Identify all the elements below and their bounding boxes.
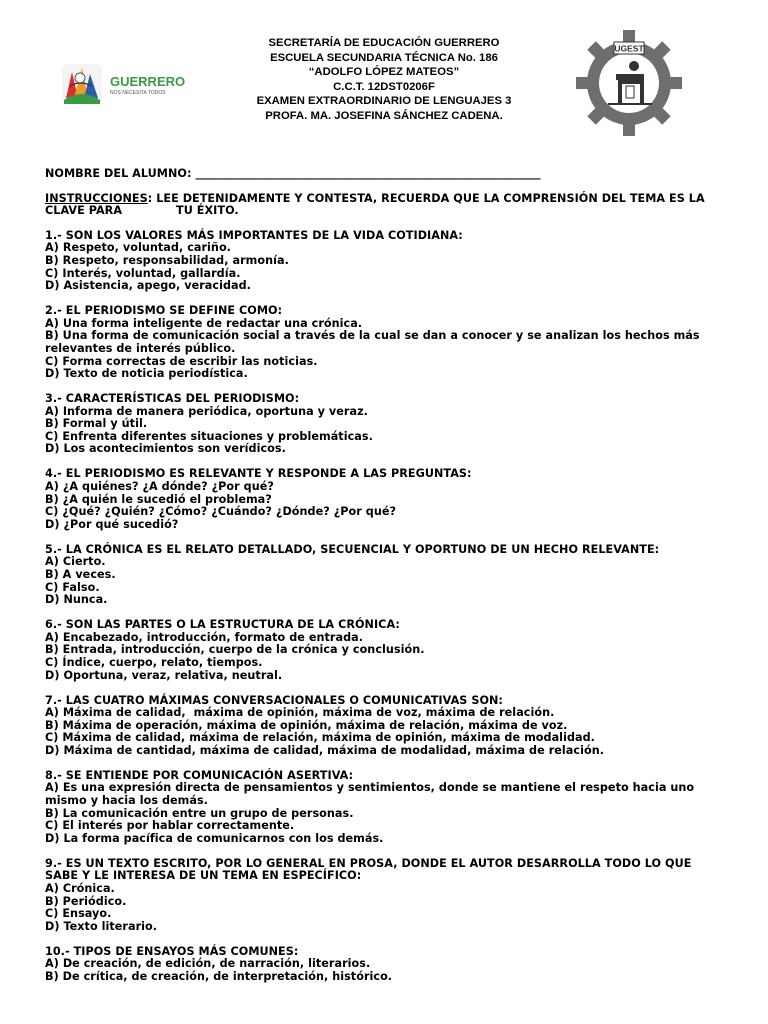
gear-icon [576, 30, 682, 136]
question-1 [45, 230, 725, 293]
guerrero-logo [58, 58, 188, 118]
option-b: B) De crítica, de creación, de interpretación, histórico. [45, 969, 393, 983]
header-line: SECRETARÍA DE EDUCACIÓN GUERRERO [268, 37, 500, 49]
option-d: D) Máxima de cantidad, máxima de calidad, máxima de modalidad, máxima de relación. [45, 743, 605, 757]
option-c: C) Forma correctas de escribir las noticias. [45, 354, 318, 368]
option-d: D) ¿Por qué sucedió? [45, 517, 179, 531]
header-line: C.C.T. 12DST0206F [333, 80, 435, 93]
question-7 [45, 695, 725, 758]
option-c: C) Ensayo. [45, 907, 112, 921]
guerrero-emblem-icon [62, 64, 102, 104]
question-3 [45, 393, 725, 456]
instructions-label: INSTRUCCIONES [45, 191, 148, 205]
question-5 [45, 544, 725, 607]
question-6 [45, 619, 725, 682]
option-a: A) ¿A quiénes? ¿A dónde? ¿Por qué? [45, 480, 274, 494]
option-a: A) Informa de manera periódica, oportuna y veraz. [45, 404, 368, 418]
option-b: B) Periódico. [45, 894, 127, 908]
option-b: B) Máxima de operación, máxima de opinión, máxima de relación, máxima de voz. [45, 718, 568, 732]
question-text: 8.- SE ENTIENDE POR COMUNICACIÓN ASERTIVA: [45, 768, 354, 782]
option-b: B) La comunicación entre un grupo de personas. [45, 806, 354, 820]
option-b: B) A veces. [45, 568, 116, 581]
option-c: C) Máxima de calidad, máxima de relación, máxima de opinión, máxima de modalidad. [45, 731, 595, 745]
student-name-field[interactable] [45, 168, 725, 181]
question-8 [45, 770, 725, 846]
question-10 [45, 946, 725, 984]
option-b: B) Respeto, responsabilidad, armonía. [45, 253, 289, 267]
option-d: D) Texto literario. [45, 919, 158, 933]
option-d: D) Nunca. [45, 593, 108, 607]
option-a: A) Respeto, voluntad, cariño. [45, 241, 231, 255]
question-text: 9.- ES UN TEXTO ESCRITO, POR LO GENERAL EN PROSA, DONDE EL AUTOR DESARROLLA TODO LO QUE SABE Y LE INTERESA DE UN TEMA EN ESPECÍFICO: [45, 856, 692, 883]
question-text: 10.- TIPOS DE ENSAYOS MÁS COMUNES: [45, 944, 299, 958]
header-line: ESCUELA SECUNDARIA TÉCNICA No. 186 [270, 51, 498, 64]
question-2 [45, 305, 725, 381]
option-d: D) Asistencia, apego, veracidad. [45, 279, 251, 293]
option-a: A) Una forma inteligente de redactar una crónica. [45, 316, 363, 330]
option-c: C) El interés por hablar correctamente. [45, 819, 295, 833]
option-b: B) Una forma de comunicación social a través de la cual se dan a conocer y se analizan los hechos más relevantes de interés público. [45, 329, 700, 355]
option-a: A) Máxima de calidad, máxima de opinión, máxima de voz, máxima de relación. [45, 706, 555, 720]
question-text: 5.- LA CRÓNICA ES EL RELATO DETALLADO, SECUENCIAL Y OPORTUNO DE UN HECHO RELEVANTE: [45, 542, 660, 556]
option-c: C) Enfrenta diferentes situaciones y problemáticas. [45, 429, 373, 443]
instructions [45, 193, 725, 218]
instructions-text-end: TU ÉXITO. [176, 204, 239, 218]
option-b: B) Formal y útil. [45, 417, 148, 431]
exam-body [45, 168, 725, 984]
option-d: D) La forma pacífica de comunicarnos con los demás. [45, 831, 384, 845]
guerrero-logo-text: GUERRERO [110, 74, 186, 89]
ugest-logo-text: UGEST [614, 43, 644, 54]
option-a: A) Crónica. [45, 882, 115, 896]
option-d: D) Oportuna, veraz, relativa, neutral. [45, 668, 283, 682]
question-text: 7.- LAS CUATRO MÁXIMAS CONVERSACIONALES O COMUNICATIVAS SON: [45, 693, 503, 707]
option-c: C) Falso. [45, 580, 100, 594]
option-a: A) De creación, de edición, de narración, literarios. [45, 957, 371, 971]
question-4 [45, 468, 725, 531]
option-a: A) Cierto. [45, 555, 106, 569]
option-d: D) Texto de noticia periodística. [45, 367, 248, 381]
question-text: 2.- EL PERIODISMO SE DEFINE COMO: [45, 304, 283, 318]
option-b: B) ¿A quién le sucedió el problema? [45, 492, 272, 506]
option-c: C) Interés, voluntad, gallardía. [45, 266, 241, 280]
question-9 [45, 858, 725, 934]
student-name-label: NOMBRE DEL ALUMNO: [45, 167, 192, 180]
student-name-blank: _____________________________________________________________________ [195, 167, 541, 180]
header-line: PROFA. MA. JOSEFINA SÁNCHEZ CADENA. [265, 109, 503, 122]
question-text: 6.- SON LAS PARTES O LA ESTRUCTURA DE LA CRÓNICA: [45, 618, 400, 632]
header-line: “ADOLFO LÓPEZ MATEOS” [308, 66, 460, 79]
question-text: 3.- CARACTERÍSTICAS DEL PERIODISMO: [45, 392, 300, 406]
option-b: B) Entrada, introducción, cuerpo de la crónica y conclusión. [45, 643, 425, 657]
option-d: D) Los acontecimientos son verídicos. [45, 442, 286, 456]
guerrero-logo-tagline: NOS NECESITA TODOS [110, 90, 166, 96]
question-text: 1.- SON LOS VALORES MÁS IMPORTANTES DE LA VIDA COTIDIANA: [45, 228, 463, 242]
option-c: C) Índice, cuerpo, relato, tiempos. [45, 655, 263, 669]
header-text-block [218, 36, 550, 124]
option-a: A) Encabezado, introducción, formato de entrada. [45, 630, 364, 644]
ugest-logo [574, 28, 684, 138]
option-a: A) Es una expresión directa de pensamientos y sentimientos, donde se mantiene el respeto hacia uno mismo y hacia los demás. [45, 781, 695, 808]
document-header [0, 22, 768, 132]
header-line: EXAMEN EXTRAORDINARIO DE LENGUAJES 3 [256, 95, 512, 108]
option-c: C) ¿Qué? ¿Quién? ¿Cómo? ¿Cuándo? ¿Dónde? ¿Por qué? [45, 505, 397, 519]
instructions-text: : LEE DETENIDAMENTE Y CONTESTA, RECUERDA QUE LA COMPRENSIÓN DEL TEMA ES LA CLAVE PARA [45, 191, 705, 218]
question-text: 4.- EL PERIODISMO ES RELEVANTE Y RESPONDE A LAS PREGUNTAS: [45, 467, 472, 481]
